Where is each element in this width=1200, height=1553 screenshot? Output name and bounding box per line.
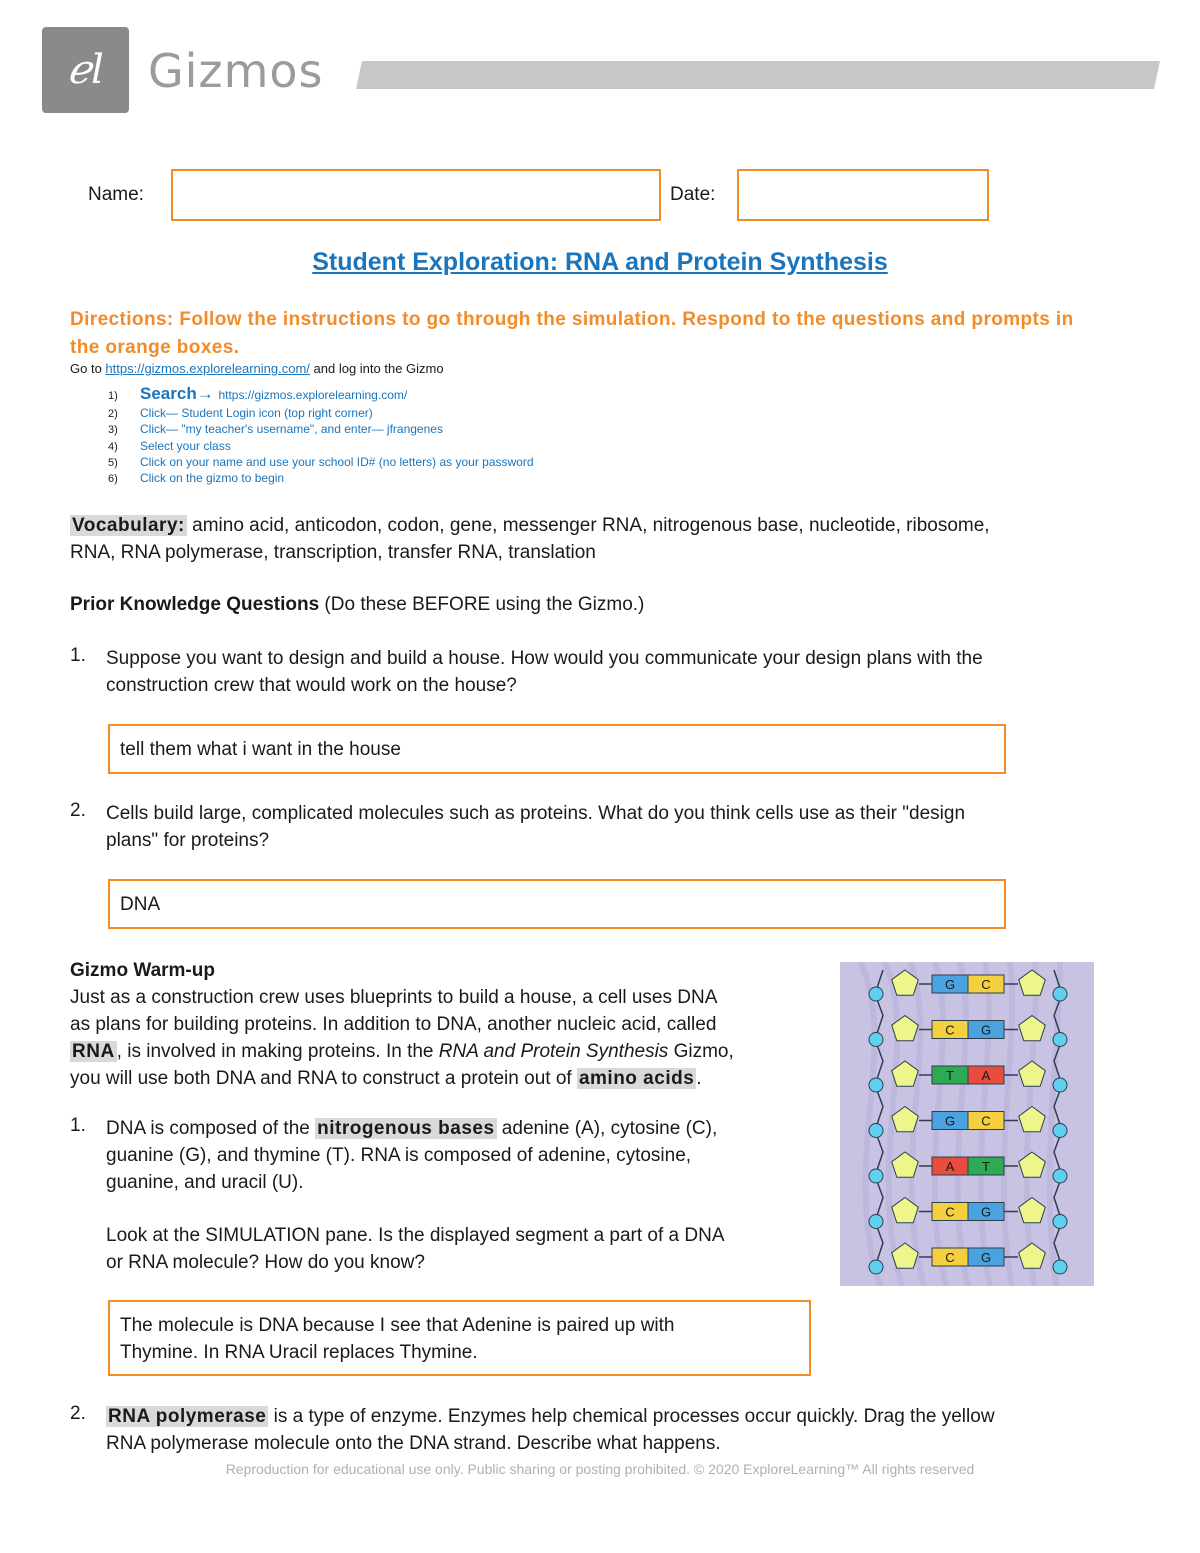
footer: Reproduction for educational use only. Public sharing or posting prohibited. © 2020 ExploreLearning™ All rights reserved	[225, 1461, 975, 1477]
warmup-q1-number: 1.	[70, 1115, 86, 1136]
prior-q1-line-1: Suppose you want to design and build a house. How would you communicate your design plans with the	[106, 648, 983, 669]
goto-suffix: and log into the Gizmo	[309, 361, 444, 376]
base-letter-left: G	[944, 1113, 956, 1129]
phosphate-ball	[869, 1169, 883, 1183]
base-letter-left: T	[946, 1068, 954, 1083]
warmup-q1	[106, 1115, 826, 1276]
prior-q2-number: 2.	[70, 800, 86, 821]
prior-heading-text: Prior Knowledge Questions	[70, 594, 320, 615]
base-letter-left: C	[945, 1250, 955, 1265]
warmup-q1-line-2: guanine (G), and thymine (T). RNA is composed of adenine, cytosine,	[106, 1145, 692, 1166]
vocabulary	[70, 512, 1140, 566]
warmup-line-3: , is involved in making proteins. In the	[116, 1041, 439, 1062]
warmup-line-4: you will use both DNA and RNA to construct a protein out of	[70, 1068, 577, 1089]
goto-line	[70, 361, 444, 376]
step-number: 1)	[108, 390, 118, 402]
base-letter-right: C	[981, 977, 991, 992]
phosphate-ball	[869, 1033, 883, 1047]
warmup-q1-part-a: DNA is composed of the	[106, 1118, 316, 1139]
warmup-q1-line-3: guanine, and uracil (U).	[106, 1172, 304, 1193]
base-letter-left: C	[945, 1022, 955, 1038]
date-field[interactable]	[737, 169, 989, 221]
phosphate-ball	[1053, 987, 1067, 1001]
warmup-q1-line-4: Look at the SIMULATION pane. Is the displayed segment a part of a DNA	[106, 1225, 725, 1246]
warmup-heading: Gizmo Warm-up	[70, 960, 215, 981]
step-text: Search→	[140, 384, 219, 403]
prior-answer-2-text: DNA	[120, 894, 161, 915]
vocabulary-line-2: RNA, RNA polymerase, transcription, transfer RNA, translation	[70, 542, 596, 563]
warmup-q2-number: 2.	[70, 1403, 86, 1424]
brand-name: Gizmos	[148, 44, 324, 98]
phosphate-ball	[869, 1215, 883, 1229]
phosphate-ball	[1053, 1260, 1067, 1274]
step-3	[108, 422, 443, 436]
name-field[interactable]	[171, 169, 661, 221]
date-label: Date:	[670, 184, 716, 205]
step-number: 6)	[108, 473, 118, 485]
prior-q2-line-2: plans" for proteins?	[106, 830, 270, 851]
step-text: Click— "my teacher's username", and enter— jfrangenes	[140, 422, 443, 436]
warmup-line-2: as plans for building proteins. In addition to DNA, another nucleic acid, called	[70, 1014, 717, 1035]
base-letter-left: G	[944, 977, 956, 992]
term-rna: RNA	[72, 1041, 115, 1062]
base-letter-right: G	[980, 1022, 992, 1038]
step-number: 5)	[108, 457, 118, 469]
warmup-answer-1-line-2: Thymine. In RNA Uracil replaces Thymine.	[120, 1342, 478, 1363]
warmup-line-1: Just as a construction crew uses blueprints to build a house, a cell uses DNA	[70, 987, 718, 1008]
step-link[interactable]: https://gizmos.explorelearning.com/	[218, 388, 408, 402]
page-title: Student Exploration: RNA and Protein Synthesis	[312, 248, 888, 276]
prior-answer-1-text: tell them what i want in the house	[120, 739, 401, 760]
term-amino-acids: amino acids	[578, 1068, 695, 1089]
prior-q1	[106, 645, 1136, 699]
warmup-answer-1-line-1: The molecule is DNA because I see that Adenine is paired up with	[120, 1315, 675, 1336]
warmup-q1-part-b: adenine (A), cytosine (C),	[496, 1118, 718, 1139]
directions: Directions: Follow the instructions to go through the simulation. Respond to the questions and prompts in the orange boxes.	[70, 309, 1074, 358]
phosphate-ball	[1053, 1033, 1067, 1047]
phosphate-ball	[869, 1078, 883, 1092]
header-bar	[356, 61, 1160, 89]
warmup-q1-line-5: or RNA molecule? How do you know?	[106, 1252, 425, 1273]
base-letter-right: T	[982, 1159, 990, 1174]
warmup-line-3-end: Gizmo,	[668, 1041, 734, 1062]
base-letter-right: C	[981, 1113, 991, 1129]
term-nitrogenous-bases: nitrogenous bases	[317, 1118, 495, 1139]
step-text: Select your class	[140, 439, 231, 453]
prior-q2-line-1: Cells build large, complicated molecules such as proteins. What do you think cells use as their "design	[106, 803, 966, 824]
warmup-q2-part-a: is a type of enzyme. Enzymes help chemical processes occur quickly. Drag the yellow	[268, 1406, 995, 1427]
step-5	[108, 455, 534, 469]
prior-q1-line-2: construction crew that would work on the house?	[106, 675, 517, 696]
base-letter-right: A	[981, 1068, 991, 1083]
phosphate-ball	[1053, 1078, 1067, 1092]
base-letter-right: G	[980, 1204, 992, 1220]
explorelearning-logo	[42, 27, 129, 113]
name-label: Name:	[88, 184, 144, 205]
phosphate-ball	[869, 1124, 883, 1138]
step-1	[108, 384, 407, 404]
prior-note: (Do these BEFORE using the Gizmo.)	[319, 594, 645, 615]
term-rna-polymerase: RNA polymerase	[108, 1406, 267, 1427]
logo-text: ℯl	[67, 47, 104, 93]
step-number: 4)	[108, 441, 118, 453]
warmup-q2-line-2: RNA polymerase molecule onto the DNA strand. Describe what happens.	[106, 1433, 721, 1454]
dna-simulation-image	[840, 962, 1094, 1286]
step-text: Click— Student Login icon (top right corner)	[140, 406, 373, 420]
goto-prefix: Go to	[70, 361, 106, 376]
warmup-line-4-end: .	[696, 1068, 702, 1089]
prior-knowledge-heading	[70, 591, 644, 618]
phosphate-ball	[869, 1260, 883, 1274]
prior-answer-2[interactable]	[108, 879, 1006, 929]
warmup-q2	[106, 1403, 1146, 1457]
gizmo-name: RNA and Protein Synthesis	[438, 1041, 669, 1062]
base-letter-right: G	[980, 1250, 992, 1265]
prior-q1-number: 1.	[70, 645, 86, 666]
phosphate-ball	[1053, 1124, 1067, 1138]
step-number: 2)	[108, 408, 118, 420]
step-number: 3)	[108, 424, 118, 436]
step-4	[108, 439, 231, 453]
step-text: Click on the gizmo to begin	[140, 471, 285, 485]
base-letter-left: A	[945, 1159, 955, 1174]
prior-q2	[106, 800, 1136, 854]
warmup-intro	[70, 957, 830, 1092]
step-6	[108, 471, 284, 485]
prior-answer-1[interactable]	[108, 724, 1006, 774]
vocabulary-label: Vocabulary:	[72, 515, 185, 536]
phosphate-ball	[1053, 1169, 1067, 1183]
phosphate-ball	[1053, 1215, 1067, 1229]
vocabulary-line-1: amino acid, anticodon, codon, gene, messenger RNA, nitrogenous base, nucleotide, ribosome,	[186, 515, 990, 536]
gizmos-link[interactable]: https://gizmos.explorelearning.com/	[105, 361, 310, 376]
base-letter-left: C	[945, 1204, 955, 1220]
phosphate-ball	[869, 987, 883, 1001]
step-text: Click on your name and use your school ID# (no letters) as your password	[140, 455, 534, 469]
step-2	[108, 406, 373, 420]
warmup-answer-1[interactable]	[108, 1300, 811, 1376]
